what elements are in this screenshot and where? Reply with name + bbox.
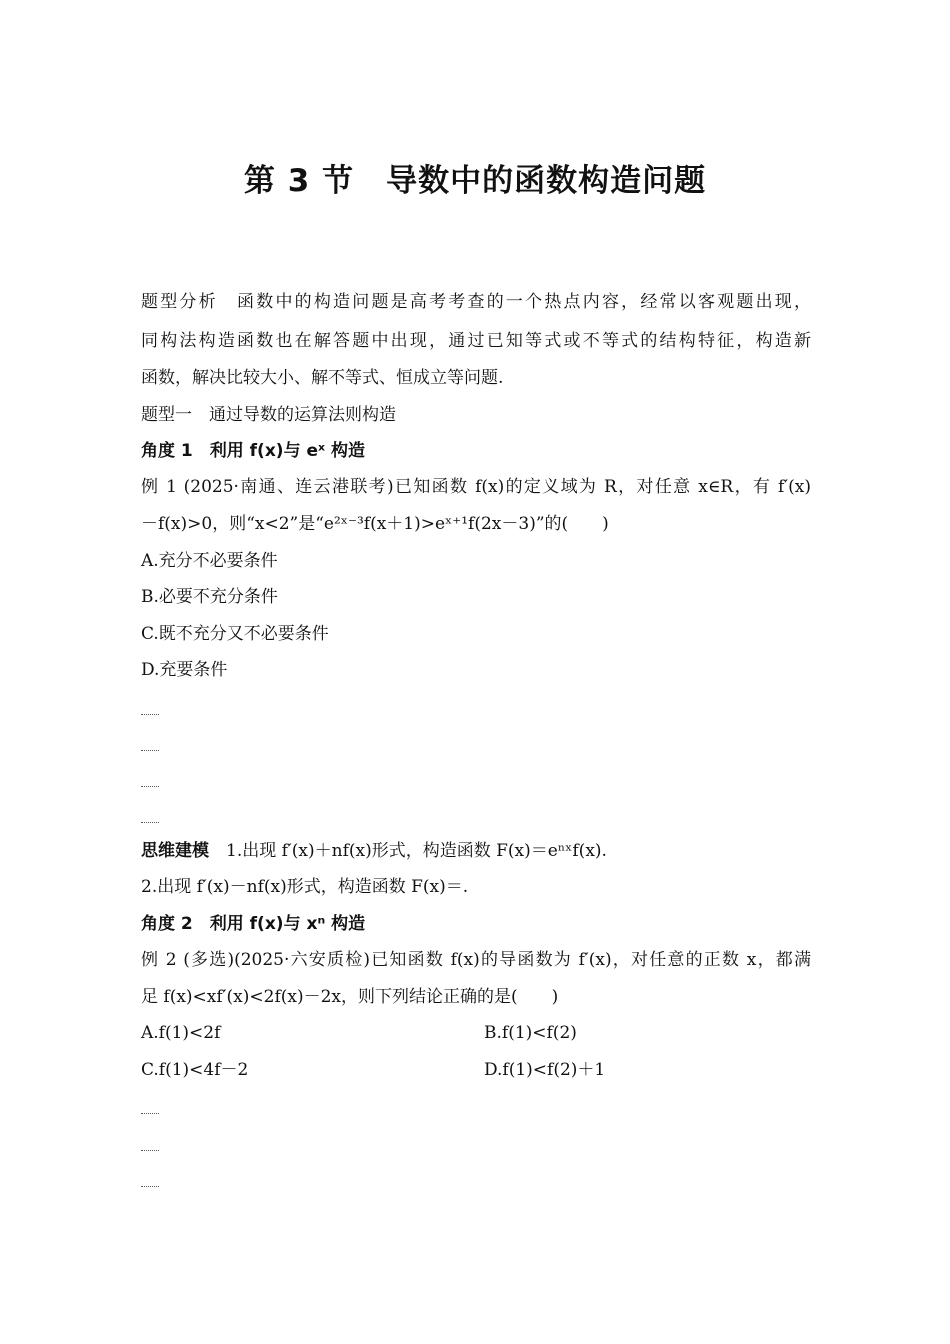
angle-heading-2: 角度 2 利用 f(x)与 xⁿ 构造	[141, 914, 366, 934]
example-2-option-a: A.f(1)<2f	[141, 1023, 221, 1043]
section-heading-1: 题型一 通过导数的运算法则构造	[141, 405, 396, 425]
answer-blank-line	[141, 1113, 159, 1114]
example-2-options-row-1	[141, 1022, 811, 1044]
intro-line-2: 同构法构造函数也在解答题中出现，通过已知等式或不等式的结构特征，构造新	[141, 331, 811, 351]
thinking-model-line-1	[141, 840, 811, 862]
example-2-line-1: 例 2 (多选)(2025·六安质检)已知函数 f(x)的导函数为 f′(x)，对任意的正数 x，都满	[141, 950, 811, 970]
example-2-option-c: C.f(1)<4f－2	[141, 1060, 249, 1080]
answer-blank-line	[141, 822, 159, 823]
example-1-option-c: C.既不充分又不必要条件	[141, 624, 329, 644]
thinking-model-line-2: 2.出现 f′(x)－nf(x)形式，构造函数 F(x)＝.	[141, 877, 469, 897]
example-1-option-b: B.必要不充分条件	[141, 587, 278, 607]
answer-blank-line	[141, 1150, 159, 1151]
page-title: 第 3 节 导数中的函数构造问题	[243, 163, 707, 199]
angle-heading-1: 角度 1 利用 f(x)与 eˣ 构造	[141, 441, 365, 461]
thinking-model-text: 1.出现 f′(x)＋nf(x)形式，构造函数 F(x)＝eⁿˣf(x).	[209, 841, 607, 861]
intro-line-1: 题型分析 函数中的构造问题是高考考查的一个热点内容，经常以客观题出现，	[141, 292, 811, 312]
example-1-line-1: 例 1 (2025·南通、连云港联考)已知函数 f(x)的定义域为 R，对任意 x∈R，有 f′(x)	[141, 477, 811, 497]
example-1-line-2: －f(x)>0，则“x<2”是“e²ˣ⁻³f(x＋1)>eˣ⁺¹f(2x－3)”的( )	[141, 514, 609, 534]
example-2-line-2: 足 f(x)<xf′(x)<2f(x)－2x，则下列结论正确的是( )	[141, 987, 559, 1007]
answer-blank-line	[141, 714, 159, 715]
answer-blank-line	[141, 750, 159, 751]
answer-blank-line	[141, 786, 159, 787]
example-1-option-d: D.充要条件	[141, 660, 228, 680]
answer-blank-line	[141, 1186, 159, 1187]
example-1-option-a: A.充分不必要条件	[141, 551, 278, 571]
example-2-options-row-2	[141, 1059, 811, 1081]
example-2-option-d: D.f(1)<f(2)＋1	[484, 1060, 606, 1080]
example-2-option-b: B.f(1)<f(2)	[484, 1023, 577, 1043]
thinking-model-label: 思维建模	[141, 841, 209, 861]
intro-line-3: 函数，解决比较大小、解不等式、恒成立等问题.	[141, 368, 504, 388]
